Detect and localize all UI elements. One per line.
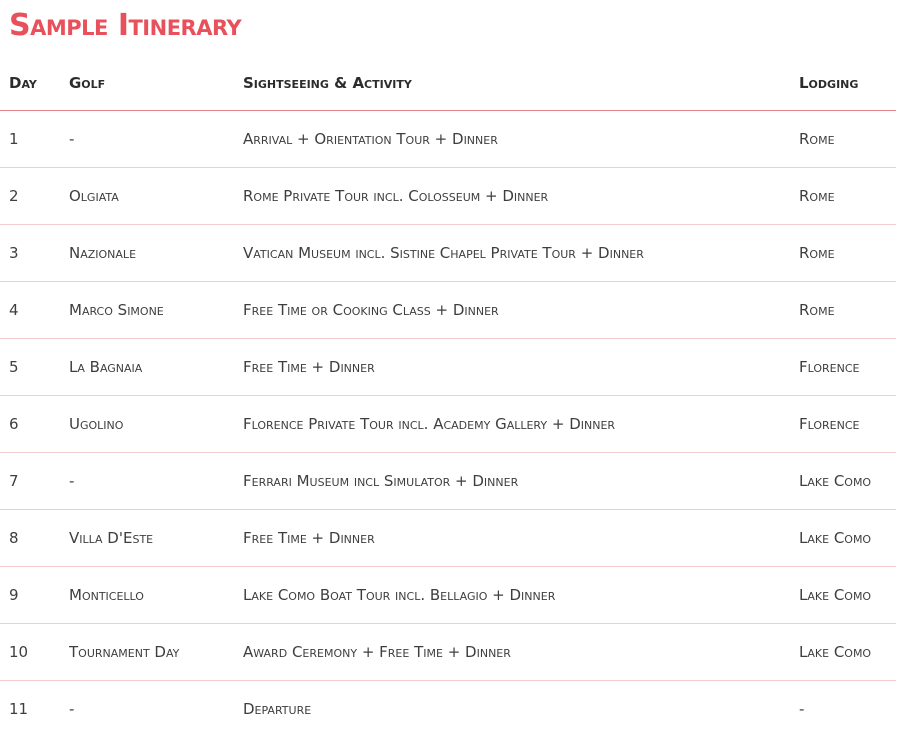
table-row	[0, 339, 896, 396]
column-header-day: Day	[0, 56, 69, 111]
golf-cell: Nazionale	[69, 225, 243, 282]
column-header-golf: Golf	[69, 56, 243, 111]
golf-cell: Marco Simone	[69, 282, 243, 339]
day-cell: 2	[0, 168, 69, 225]
golf-cell: Villa D'Este	[69, 510, 243, 567]
day-cell: 7	[0, 453, 69, 510]
lodging-cell: Rome	[799, 225, 896, 282]
activity-cell: Free Time + Dinner	[243, 339, 799, 396]
table-header-row	[0, 56, 896, 111]
lodging-cell: Lake Como	[799, 510, 896, 567]
golf-cell: -	[69, 681, 243, 737]
table-row	[0, 282, 896, 339]
golf-cell: Olgiata	[69, 168, 243, 225]
table-row	[0, 624, 896, 681]
golf-cell: -	[69, 453, 243, 510]
activity-cell: Lake Como Boat Tour incl. Bellagio + Dinner	[243, 567, 799, 624]
lodging-cell: Lake Como	[799, 453, 896, 510]
table-row	[0, 396, 896, 453]
day-cell: 11	[0, 681, 69, 737]
activity-cell: Ferrari Museum incl Simulator + Dinner	[243, 453, 799, 510]
table-row	[0, 111, 896, 168]
golf-cell: Monticello	[69, 567, 243, 624]
activity-cell: Free Time or Cooking Class + Dinner	[243, 282, 799, 339]
table-row	[0, 567, 896, 624]
golf-cell: La Bagnaia	[69, 339, 243, 396]
table-row	[0, 225, 896, 282]
day-cell: 4	[0, 282, 69, 339]
table-row	[0, 681, 896, 737]
activity-cell: Florence Private Tour incl. Academy Gallery + Dinner	[243, 396, 799, 453]
lodging-cell: Rome	[799, 111, 896, 168]
day-cell: 10	[0, 624, 69, 681]
activity-cell: Rome Private Tour incl. Colosseum + Dinner	[243, 168, 799, 225]
day-cell: 1	[0, 111, 69, 168]
table-row	[0, 453, 896, 510]
day-cell: 8	[0, 510, 69, 567]
day-cell: 6	[0, 396, 69, 453]
lodging-cell: Rome	[799, 168, 896, 225]
table-row	[0, 168, 896, 225]
day-cell: 3	[0, 225, 69, 282]
itinerary-table	[0, 56, 896, 737]
golf-cell: -	[69, 111, 243, 168]
day-cell: 9	[0, 567, 69, 624]
lodging-cell: Florence	[799, 339, 896, 396]
activity-cell: Vatican Museum incl. Sistine Chapel Private Tour + Dinner	[243, 225, 799, 282]
golf-cell: Tournament Day	[69, 624, 243, 681]
golf-cell: Ugolino	[69, 396, 243, 453]
column-header-activity: Sightseeing & Activity	[243, 56, 799, 111]
lodging-cell: -	[799, 681, 896, 737]
activity-cell: Award Ceremony + Free Time + Dinner	[243, 624, 799, 681]
day-cell: 5	[0, 339, 69, 396]
activity-cell: Arrival + Orientation Tour + Dinner	[243, 111, 799, 168]
page-title: Sample Itinerary	[9, 8, 241, 44]
lodging-cell: Lake Como	[799, 624, 896, 681]
activity-cell: Free Time + Dinner	[243, 510, 799, 567]
activity-cell: Departure	[243, 681, 799, 737]
lodging-cell: Florence	[799, 396, 896, 453]
column-header-lodging: Lodging	[799, 56, 896, 111]
table-row	[0, 510, 896, 567]
lodging-cell: Lake Como	[799, 567, 896, 624]
lodging-cell: Rome	[799, 282, 896, 339]
